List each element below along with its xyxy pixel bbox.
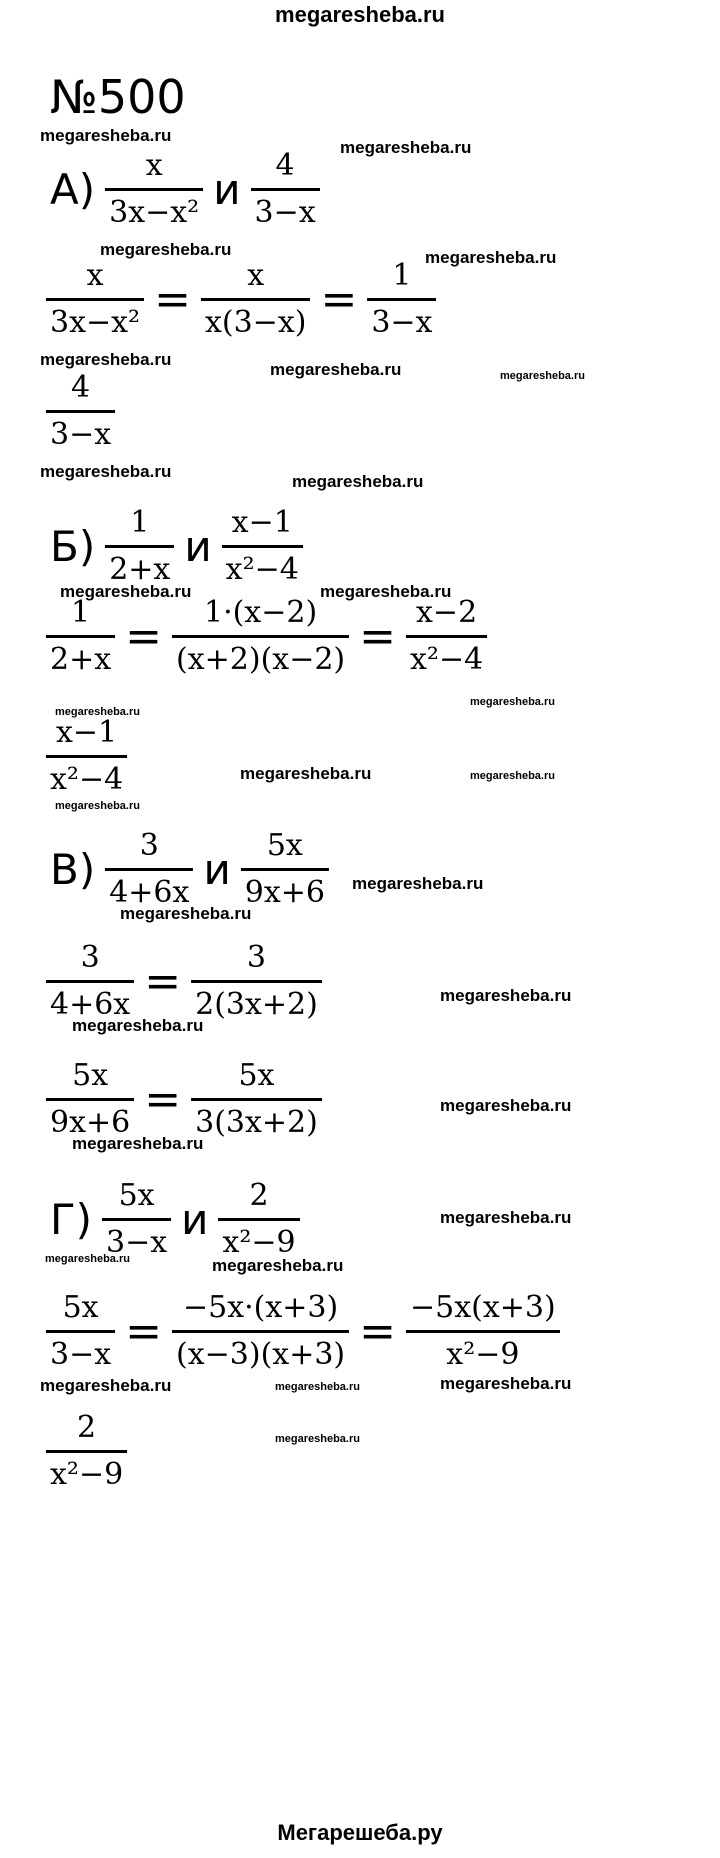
denominator: x²−4 xyxy=(225,552,299,587)
numerator: 1 xyxy=(392,258,412,293)
fraction xyxy=(367,258,436,341)
numerator: 1 xyxy=(130,505,150,540)
denominator: 3−x xyxy=(50,1337,112,1372)
denominator: 4+6x xyxy=(50,987,131,1022)
part-a-label: А) xyxy=(50,164,96,214)
fraction xyxy=(46,595,115,678)
watermark: megaresheba.ru xyxy=(425,248,557,267)
numerator: 5x xyxy=(266,828,303,863)
equals-sign: = xyxy=(125,610,163,662)
watermark: megaresheba.ru xyxy=(72,1134,204,1153)
denominator: 9x+6 xyxy=(50,1105,131,1140)
watermark: megaresheba.ru xyxy=(470,696,555,708)
denominator: 3(3x+2) xyxy=(195,1105,318,1140)
site-footer: Мегарешеба.ру xyxy=(277,1820,443,1845)
fraction xyxy=(222,505,303,588)
part-b-second-fraction xyxy=(46,715,137,798)
numerator: −5x(x+3) xyxy=(410,1290,556,1325)
fraction xyxy=(172,1290,349,1373)
watermark: megaresheba.ru xyxy=(440,1374,572,1393)
numerator: 3 xyxy=(246,940,267,975)
equals-sign: = xyxy=(125,1305,163,1357)
denominator: 9x+6 xyxy=(244,875,325,910)
watermark: megaresheba.ru xyxy=(270,360,402,379)
and-word: и xyxy=(184,521,212,571)
denominator: x²−9 xyxy=(446,1337,520,1372)
watermark: megaresheba.ru xyxy=(240,764,372,783)
numerator: x−1 xyxy=(231,505,293,540)
watermark: megaresheba.ru xyxy=(55,706,140,718)
numerator: 5x xyxy=(72,1058,109,1093)
numerator: x xyxy=(86,258,104,293)
fraction xyxy=(105,505,174,588)
numerator: 2 xyxy=(77,1410,97,1445)
fraction xyxy=(46,370,115,453)
watermark: megaresheba.ru xyxy=(440,1096,572,1115)
part-b-solution xyxy=(46,595,497,678)
fraction xyxy=(406,1290,560,1373)
equals-sign: = xyxy=(154,273,191,325)
watermark: megaresheba.ru xyxy=(470,770,555,782)
numerator: −5x·(x+3) xyxy=(182,1290,339,1325)
fraction xyxy=(46,940,134,1023)
denominator: 3x−x² xyxy=(109,195,200,230)
denominator: 2+x xyxy=(50,642,112,677)
equals-sign: = xyxy=(144,955,182,1007)
fraction xyxy=(191,940,322,1023)
part-g-label: Г) xyxy=(50,1194,92,1244)
denominator: 3x−x² xyxy=(50,305,141,340)
part-b-statement xyxy=(50,505,313,588)
fraction xyxy=(46,1058,134,1141)
numerator: 5x xyxy=(238,1058,275,1093)
numerator: x xyxy=(247,258,265,293)
watermark: megaresheba.ru xyxy=(40,126,172,145)
equals-sign: = xyxy=(320,273,358,325)
watermark: megaresheba.ru xyxy=(120,904,252,923)
fraction xyxy=(46,1290,115,1373)
watermark: megaresheba.ru xyxy=(440,986,572,1005)
fraction xyxy=(46,258,144,341)
watermark: megaresheba.ru xyxy=(45,1253,130,1265)
watermark: megaresheba.ru xyxy=(55,800,140,812)
numerator: 3 xyxy=(80,940,100,975)
fraction xyxy=(191,1058,322,1141)
part-a-solution xyxy=(46,258,446,341)
fraction xyxy=(218,1178,299,1261)
numerator: 3 xyxy=(139,828,159,863)
watermark: megaresheba.ru xyxy=(500,370,585,382)
numerator: 4 xyxy=(275,148,295,183)
and-word: и xyxy=(181,1194,209,1244)
denominator: 2+x xyxy=(109,552,171,587)
equals-sign: = xyxy=(144,1073,182,1125)
numerator: 5x xyxy=(118,1178,155,1213)
numerator: 2 xyxy=(249,1178,269,1213)
part-v-line1 xyxy=(46,940,332,1023)
watermark: megaresheba.ru xyxy=(40,1376,172,1395)
equals-sign: = xyxy=(359,1305,397,1357)
numerator: 1·(x−2) xyxy=(203,595,318,630)
part-v-line2 xyxy=(46,1058,332,1141)
problem-number: №500 xyxy=(50,70,186,124)
part-g-second-fraction xyxy=(46,1410,137,1493)
part-a-second-fraction xyxy=(46,370,125,453)
denominator: x²−4 xyxy=(50,762,124,797)
part-g-statement xyxy=(50,1178,310,1261)
denominator: x²−9 xyxy=(50,1457,124,1492)
denominator: x(3−x) xyxy=(204,305,307,340)
denominator: 4+6x xyxy=(109,875,190,910)
denominator: (x−3)(x+3) xyxy=(176,1337,346,1372)
site-header: megaresheba.ru xyxy=(275,2,445,27)
denominator: (x+2)(x−2) xyxy=(176,642,346,677)
numerator: 5x xyxy=(62,1290,99,1325)
watermark: megaresheba.ru xyxy=(292,472,424,491)
watermark: megaresheba.ru xyxy=(40,350,172,369)
watermark: megaresheba.ru xyxy=(72,1016,204,1035)
fraction xyxy=(105,828,193,911)
part-a-statement xyxy=(50,148,330,231)
fraction xyxy=(406,595,487,678)
numerator: x−1 xyxy=(56,715,118,750)
watermark: megaresheba.ru xyxy=(212,1256,344,1275)
watermark: megaresheba.ru xyxy=(275,1433,360,1445)
fraction xyxy=(201,258,310,341)
fraction xyxy=(105,148,203,231)
watermark: megaresheba.ru xyxy=(352,874,484,893)
fraction xyxy=(46,715,127,798)
watermark: megaresheba.ru xyxy=(440,1208,572,1227)
denominator: x²−4 xyxy=(410,642,484,677)
denominator: 3−x xyxy=(50,417,112,452)
watermark: megaresheba.ru xyxy=(60,582,192,601)
part-g-solution xyxy=(46,1290,570,1373)
part-v-statement xyxy=(50,828,339,911)
watermark: megaresheba.ru xyxy=(40,462,172,481)
watermark: megaresheba.ru xyxy=(100,240,232,259)
numerator: 4 xyxy=(71,370,91,405)
watermark: megaresheba.ru xyxy=(320,582,452,601)
fraction xyxy=(241,828,329,911)
denominator: 3−x xyxy=(106,1225,168,1260)
fraction xyxy=(251,148,320,231)
numerator: 1 xyxy=(71,595,91,630)
part-v-label: В) xyxy=(50,844,96,894)
denominator: 2(3x+2) xyxy=(195,987,318,1022)
numerator: x−2 xyxy=(416,595,478,630)
fraction xyxy=(102,1178,171,1261)
part-b-label: Б) xyxy=(50,521,96,571)
denominator: x²−9 xyxy=(222,1225,296,1260)
watermark: megaresheba.ru xyxy=(275,1381,360,1393)
equals-sign: = xyxy=(359,610,397,662)
denominator: 3−x xyxy=(254,195,316,230)
denominator: 3−x xyxy=(371,305,433,340)
fraction xyxy=(172,595,349,678)
fraction xyxy=(46,1410,127,1493)
watermark: megaresheba.ru xyxy=(340,138,472,157)
and-word: и xyxy=(213,164,241,214)
and-word: и xyxy=(203,844,231,894)
numerator: x xyxy=(145,148,163,183)
